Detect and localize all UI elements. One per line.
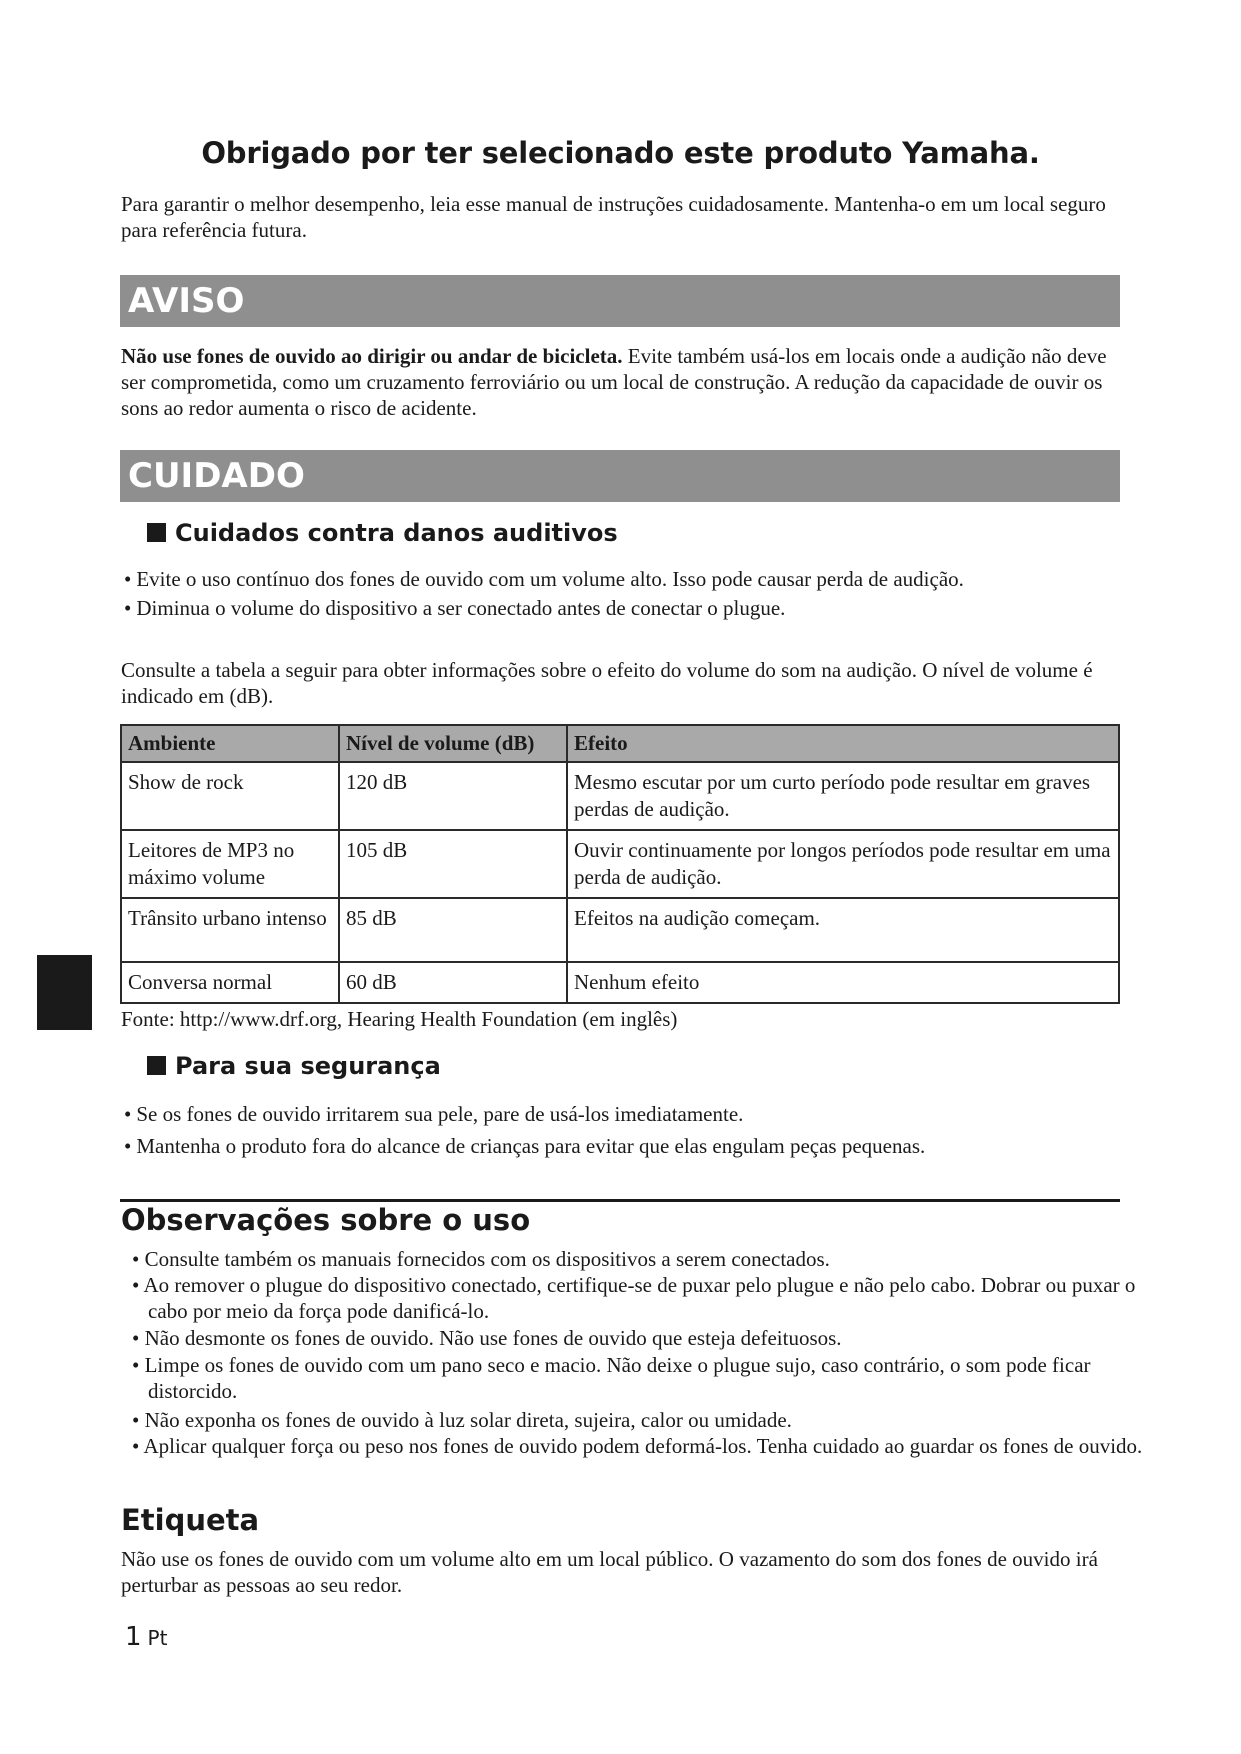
cell-nivel: 85 dB bbox=[339, 898, 567, 962]
page-footer bbox=[125, 1622, 167, 1652]
intro-paragraph: Para garantir o melhor desempenho, leia esse manual de instruções cuidadosamente. Mantenha-o em um local seguro para referência futura. bbox=[121, 192, 1106, 242]
item-text: Não desmonte os fones de ouvido. Não use fones de ouvido que esteja defeituosos. bbox=[144, 1326, 842, 1350]
bullet-text: Se os fones de ouvido irritarem sua pele, pare de usá-los imediatamente. bbox=[136, 1102, 744, 1126]
subheading-hearing-text: Cuidados contra danos auditivos bbox=[175, 519, 618, 547]
cell-efeito: Mesmo escutar por um curto período pode resultar em graves perdas de audição. bbox=[567, 762, 1119, 830]
item-text: Consulte também os manuais fornecidos com os dispositivos a serem conectados. bbox=[144, 1247, 830, 1271]
aviso-paragraph bbox=[121, 343, 1121, 421]
volume-table bbox=[120, 724, 1120, 1004]
cell-efeito: Efeitos na audição começam. bbox=[567, 898, 1119, 962]
observacoes-heading: Observações sobre o uso bbox=[121, 1203, 531, 1237]
cell-nivel: 120 dB bbox=[339, 762, 567, 830]
aviso-text: Evite também usá-los em locais onde a audição não deve ser comprometida, como um cruzamento ferroviário ou um local de construção. A redução da capacidade de ouvir os sons ao redor aumenta o risco de acidente. bbox=[121, 344, 1107, 420]
item-text: Ao remover o plugue do dispositivo conectado, certifique-se de puxar pelo plugue e não pelo cabo. Dobrar ou puxar o cabo por meio da força pode danificá-lo. bbox=[143, 1273, 1136, 1323]
subheading-safety-text: Para sua segurança bbox=[175, 1052, 441, 1080]
cuidado-banner: CUIDADO bbox=[120, 450, 1120, 502]
cell-ambiente: Conversa normal bbox=[121, 962, 339, 1003]
list-item: • Limpe os fones de ouvido com um pano seco e macio. Não deixe o plugue sujo, caso contrário, o som pode ficar distorcido. bbox=[132, 1353, 1091, 1403]
list-item: • Consulte também os manuais fornecidos com os dispositivos a serem conectados. bbox=[132, 1247, 830, 1271]
table-row bbox=[121, 898, 1119, 962]
page-number: 1 bbox=[125, 1622, 142, 1652]
section-tab-marker bbox=[37, 955, 92, 1030]
square-bullet-icon bbox=[147, 1056, 166, 1075]
cell-ambiente: Leitores de MP3 no máximo volume bbox=[121, 830, 339, 898]
list-item: • Mantenha o produto fora do alcance de crianças para evitar que elas engulam peças pequenas. bbox=[124, 1134, 926, 1158]
bullet-text: Evite o uso contínuo dos fones de ouvido com um volume alto. Isso pode causar perda de audição. bbox=[136, 567, 964, 591]
page-language: Pt bbox=[147, 1626, 168, 1650]
cell-nivel: 105 dB bbox=[339, 830, 567, 898]
table-intro: Consulte a tabela a seguir para obter informações sobre o efeito do volume do som na audição. O nível de volume é indicado em (dB). bbox=[121, 658, 1093, 708]
table-row bbox=[121, 962, 1119, 1003]
aviso-bold-text: Não use fones de ouvido ao dirigir ou andar de bicicleta. bbox=[121, 344, 623, 368]
table-row bbox=[121, 830, 1119, 898]
list-item: • Diminua o volume do dispositivo a ser conectado antes de conectar o plugue. bbox=[124, 596, 786, 620]
header-efeito: Efeito bbox=[567, 725, 1119, 762]
list-item: • Não desmonte os fones de ouvido. Não use fones de ouvido que esteja defeituosos. bbox=[132, 1326, 842, 1350]
etiqueta-heading: Etiqueta bbox=[121, 1503, 260, 1537]
etiqueta-paragraph: Não use os fones de ouvido com um volume alto em um local público. O vazamento do som dos fones de ouvido irá perturbar as pessoas ao seu redor. bbox=[121, 1547, 1098, 1597]
list-item: • Evite o uso contínuo dos fones de ouvido com um volume alto. Isso pode causar perda de audição. bbox=[124, 567, 964, 591]
cell-ambiente: Show de rock bbox=[121, 762, 339, 830]
header-ambiente: Ambiente bbox=[121, 725, 339, 762]
section-divider bbox=[120, 1199, 1120, 1202]
list-item: • Não exponha os fones de ouvido à luz solar direta, sujeira, calor ou umidade. bbox=[132, 1408, 792, 1432]
list-item: • Se os fones de ouvido irritarem sua pele, pare de usá-los imediatamente. bbox=[124, 1102, 744, 1126]
cell-efeito: Nenhum efeito bbox=[567, 962, 1119, 1003]
page-title: Obrigado por ter selecionado este produto Yamaha. bbox=[201, 136, 1040, 170]
cell-nivel: 60 dB bbox=[339, 962, 567, 1003]
header-nivel: Nível de volume (dB) bbox=[339, 725, 567, 762]
item-text: Limpe os fones de ouvido com um pano seco e macio. Não deixe o plugue sujo, caso contrário, o som pode ficar distorcido. bbox=[144, 1353, 1091, 1403]
subheading-hearing bbox=[147, 519, 618, 547]
subheading-safety bbox=[147, 1052, 441, 1080]
aviso-banner: AVISO bbox=[120, 275, 1120, 327]
bullet-text: Mantenha o produto fora do alcance de crianças para evitar que elas engulam peças pequenas. bbox=[136, 1134, 926, 1158]
table-row bbox=[121, 762, 1119, 830]
item-text: Aplicar qualquer força ou peso nos fones de ouvido podem deformá-los. Tenha cuidado ao guardar os fones de ouvido. bbox=[143, 1434, 1143, 1458]
list-item: • Aplicar qualquer força ou peso nos fones de ouvido podem deformá-los. Tenha cuidado ao guardar os fones de ouvido. bbox=[132, 1434, 1143, 1458]
item-text: Não exponha os fones de ouvido à luz solar direta, sujeira, calor ou umidade. bbox=[144, 1408, 792, 1432]
list-item: • Ao remover o plugue do dispositivo conectado, certifique-se de puxar pelo plugue e não pelo cabo. Dobrar ou puxar o cabo por meio da força pode danificá-lo. bbox=[132, 1273, 1136, 1323]
table-header-row bbox=[121, 725, 1119, 762]
table-source: Fonte: http://www.drf.org, Hearing Health Foundation (em inglês) bbox=[121, 1007, 678, 1031]
cell-ambiente: Trânsito urbano intenso bbox=[121, 898, 339, 962]
bullet-text: Diminua o volume do dispositivo a ser conectado antes de conectar o plugue. bbox=[136, 596, 786, 620]
square-bullet-icon bbox=[147, 523, 166, 542]
cell-efeito: Ouvir continuamente por longos períodos pode resultar em uma perda de audição. bbox=[567, 830, 1119, 898]
